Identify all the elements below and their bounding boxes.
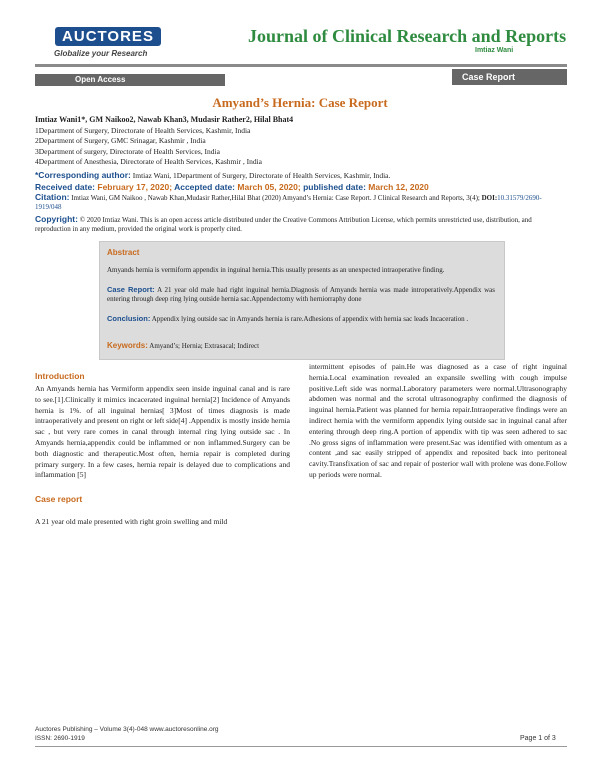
page-number: Page 1 of 3 bbox=[520, 735, 556, 742]
abstract-conclusion-label: Conclusion: bbox=[107, 314, 151, 323]
footer-publisher: Auctores Publishing – Volume 3(4)-048 www.auctoresonline.org bbox=[35, 726, 219, 733]
corresponding-text: Imtiaz Wani, 1Department of Surgery, Directorate of Health Services, Kashmir, India. bbox=[132, 171, 391, 180]
abstract-conclusion bbox=[107, 314, 495, 324]
doi-label: DOI: bbox=[481, 194, 498, 202]
abstract-case-label: Case Report: bbox=[107, 285, 155, 294]
abstract-case-text: A 21 year old male had right inguinal hernia.Diagnosis of Amyands hernia was made introperatively.Appendix was entering through deep ring lying outside hernia sac.Appendectomy with herniorraphy done bbox=[107, 286, 495, 303]
introduction-heading: Introduction bbox=[35, 371, 85, 381]
copyright-text: © 2020 Imtiaz Wani. This is an open access article distributed under the Creative Commons Attribution License, which permits unrestricted use, distribution, and reproduction in any medium, provided the original work is properly cited. bbox=[35, 216, 532, 233]
affiliation-4: 4Department of Anesthesia, Directorate of Health Services, Kashmir , India bbox=[35, 157, 263, 166]
copyright-label: Copyright: bbox=[35, 214, 78, 224]
published-date: March 12, 2020 bbox=[368, 182, 429, 192]
affiliation-1: 1Department of Surgery, Directorate of Health Services, Kashmir, India bbox=[35, 126, 251, 135]
abstract-intro: Amyands hernia is vermiform appendix in inguinal hernia.This usually presents as an unexpected intraoperative finding. bbox=[107, 266, 445, 274]
article-type-label: Case Report bbox=[462, 72, 516, 82]
citation-label: Citation: bbox=[35, 192, 70, 202]
corresponding-label: *Corresponding author: bbox=[35, 170, 131, 180]
abstract-case bbox=[107, 285, 495, 304]
case-report-text-left: A 21 year old male presented with right groin swelling and mild bbox=[35, 517, 228, 526]
article-dates bbox=[35, 182, 429, 192]
keywords-text: Amyand’s; Hernia; Extrasacal; Indirect bbox=[149, 342, 260, 350]
publisher-logo: AUCTORES bbox=[55, 27, 161, 46]
header-divider bbox=[35, 64, 567, 67]
running-author: Imtiaz Wani bbox=[475, 47, 514, 54]
received-label: Received date: bbox=[35, 182, 95, 192]
publisher-tagline: Globalize your Research bbox=[54, 49, 148, 58]
article-title: Amyand’s Hernia: Case Report bbox=[212, 95, 388, 110]
footer-issn: ISSN: 2690-1919 bbox=[35, 735, 85, 742]
open-access-label: Open Access bbox=[75, 75, 126, 84]
introduction-text: An Amyands hernia has Vermiform appendix seen inside inguinal canal and is rare to see.[1].Clinically it mimics incacerated inguinal hernia[2] Incidence of Amyands hernia is 1%. of all inguinal hernias[ 3]Most of times diagnosis is made intraoperatively and present on right or left side[4] .Appendix is mostly inside hernia sac , but very rare comes in canal through internal ring lying outside sac . In Amyands hernia,appendix could be inflammed or non inflammed.Surgery can be both diagnostic and therapeutic.Most often, hernia repair is completed during primary surgery. In a few cases, hernia repair is delayed due to complications and inflammation [5] bbox=[35, 384, 290, 480]
copyright bbox=[35, 215, 567, 234]
accepted-date: March 05, 2020; bbox=[237, 182, 301, 192]
citation bbox=[35, 193, 567, 212]
affiliation-2: 2Department of Surgery, GMC Srinagar, Kashmir , India bbox=[35, 136, 206, 145]
open-access-bar bbox=[35, 74, 225, 86]
author-list: Imtiaz Wani1*, GM Naikoo2, Nawab Khan3, Mudasir Rather2, Hilal Bhat4 bbox=[35, 115, 294, 124]
corresponding-author bbox=[35, 170, 390, 180]
accepted-label: Accepted date: bbox=[174, 182, 236, 192]
published-label: published date: bbox=[303, 182, 366, 192]
keywords bbox=[107, 341, 259, 350]
citation-text: Imtiaz Wani, GM Naikoo , Nawab Khan,Mudasir Rather,Hilal Bhat (2020) Amyand’s Hernia: Case Report. J Clinical Research and Reports, 3(4); bbox=[71, 194, 480, 202]
abstract-heading: Abstract bbox=[107, 248, 140, 257]
case-report-text-right: intermittent episodes of pain.He was diagnosed as a case of right inguinal hernia.Local examination revealed an expansile swelling with cough impulse positive.Left side was normal.Laboratory parameters were normal.Ultrasonography abdomen was normal and the scrotal ultrasonography confirmed the diagnosis of inguinal hernia.Patient was planned for hernia repair.Intraoperative findings were an indirect hernia with the vermiform appendix lying outside sac in inguinal canal after entering through deep ring.A portion of appendix with tip was seen adhered to sac .No gross signs of inflammation were present.Sac was identified with omentum as a content ,and sac easily stripped of appendix and reposited back into peritoneal cavity.Transfixation of sac and repair of posterior wall with prolene was done.Follow up periods were normal. bbox=[309, 362, 567, 479]
keywords-label: Keywords: bbox=[107, 341, 148, 350]
journal-title: Journal of Clinical Research and Reports bbox=[248, 26, 567, 46]
affiliation-3: 3Department of surgery, Directorate of Health Services, India bbox=[35, 147, 220, 156]
abstract-conclusion-text: Appendix lying outside sac in Amyands hernia is rare.Adhesions of appendix with hernia sac leads Incaceration . bbox=[151, 315, 469, 323]
case-report-heading: Case report bbox=[35, 494, 83, 504]
doi-link[interactable]: 10.31579/2690-1919/048 bbox=[35, 194, 542, 211]
received-date: February 17, 2020; bbox=[97, 182, 173, 192]
footer-divider bbox=[35, 746, 567, 747]
